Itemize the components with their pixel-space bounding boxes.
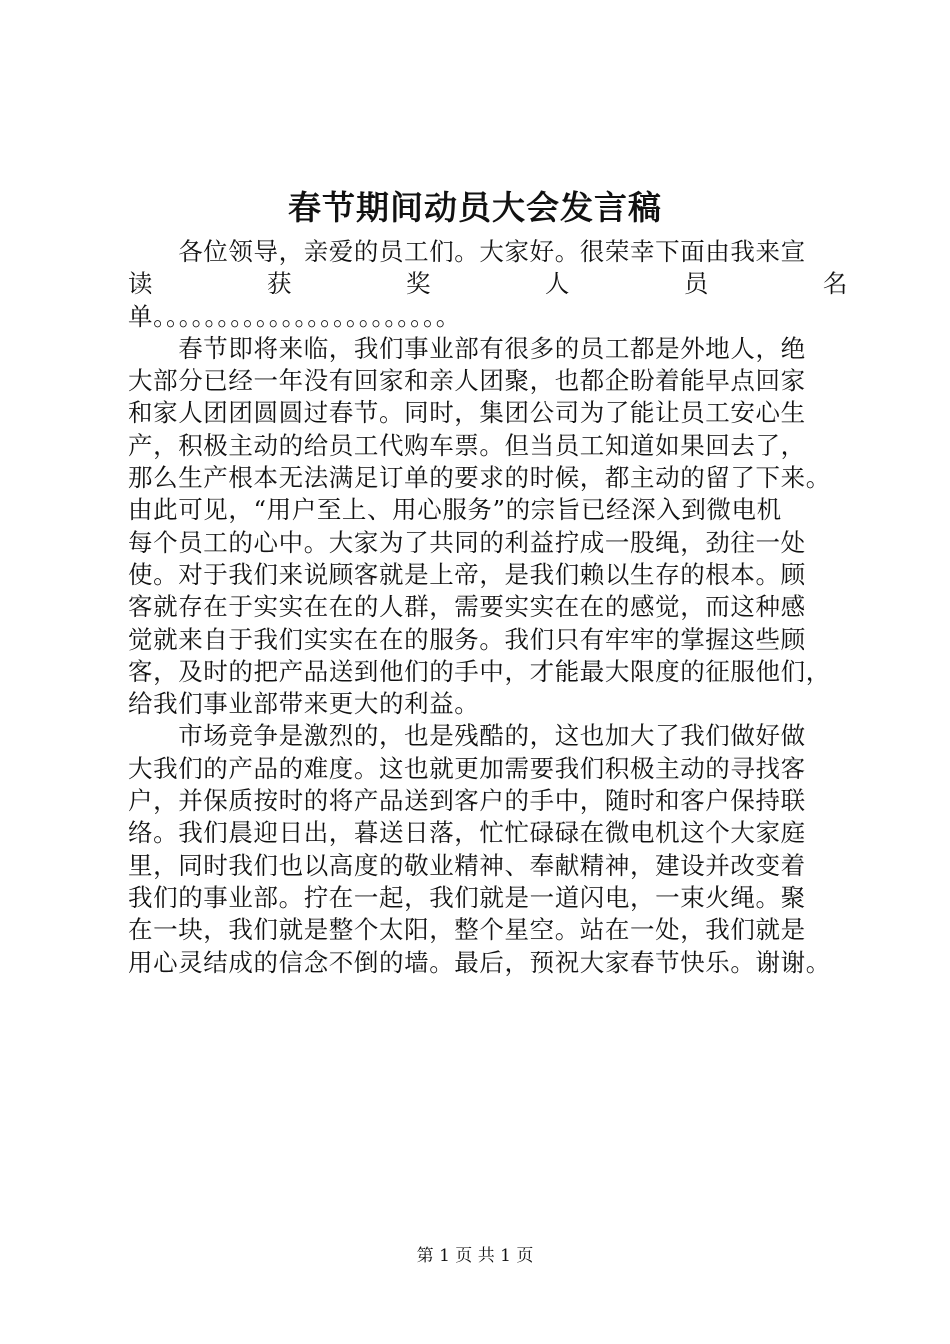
text-line: 客就存在于实实在在的人群，需要实实在在的感觉，而这种感 <box>128 592 806 622</box>
page-footer: 第 1 页 共 1 页 <box>416 1246 534 1266</box>
document-title: 春节期间动员大会发言稿 <box>288 188 662 227</box>
text-line: 每个员工的心中。大家为了共同的利益拧成一股绳，劲往一处 <box>128 527 806 557</box>
text-line: 市场竞争是激烈的，也是残酷的，这也加大了我们做好做 <box>128 721 806 751</box>
text-line: 由此可见，“用户至上、用心服务”的宗旨已经深入到微电机 <box>128 495 782 525</box>
text-line: 那么生产根本无法满足订单的要求的时候，都主动的留了下来。 <box>128 463 831 493</box>
text-line: 用心灵结成的信念不倒的墙。最后，预祝大家春节快乐。谢谢。 <box>128 947 831 977</box>
text-line: 在一块，我们就是整个太阳，整个星空。站在一处，我们就是 <box>128 915 806 945</box>
text-line: 大部分已经一年没有回家和亲人团聚，也都企盼着能早点回家 <box>128 366 806 396</box>
text-line: 客，及时的把产品送到他们的手中，才能最大限度的征服他们， <box>128 656 831 686</box>
text-line: 户，并保质按时的将产品送到客户的手中，随时和客户保持联 <box>128 786 806 816</box>
text-line: 读 获 奖 人 员 名 <box>128 269 848 299</box>
text-line: 里，同时我们也以高度的敬业精神、奉献精神，建设并改变着 <box>128 850 806 880</box>
text-line: 和家人团团圆圆过春节。同时，集团公司为了能让员工安心生 <box>128 398 806 428</box>
text-line: 我们的事业部。拧在一起，我们就是一道闪电，一束火绳。聚 <box>128 882 806 912</box>
text-line: 单。。。。。。。。。。。。。。。。。。。。。。。 <box>128 301 461 331</box>
text-line: 大我们的产品的难度。这也就更加需要我们积极主动的寻找客 <box>128 753 806 783</box>
text-line: 给我们事业部带来更大的利益。 <box>128 689 480 719</box>
text-line: 各位领导，亲爱的员工们。大家好。很荣幸下面由我来宣 <box>128 237 806 266</box>
text-line: 使。对于我们来说顾客就是上帝，是我们赖以生存的根本。顾 <box>128 559 806 589</box>
document-body <box>128 236 848 979</box>
text-line: 觉就来自于我们实实在在的服务。我们只有牢牢的掌握这些顾 <box>128 624 806 654</box>
text-line: 产，积极主动的给员工代购车票。但当员工知道如果回去了， <box>128 430 806 460</box>
text-line: 络。我们晨迎日出，暮送日落，忙忙碌碌在微电机这个大家庭 <box>128 818 806 848</box>
text-line: 春节即将来临，我们事业部有很多的员工都是外地人，绝 <box>128 333 806 363</box>
